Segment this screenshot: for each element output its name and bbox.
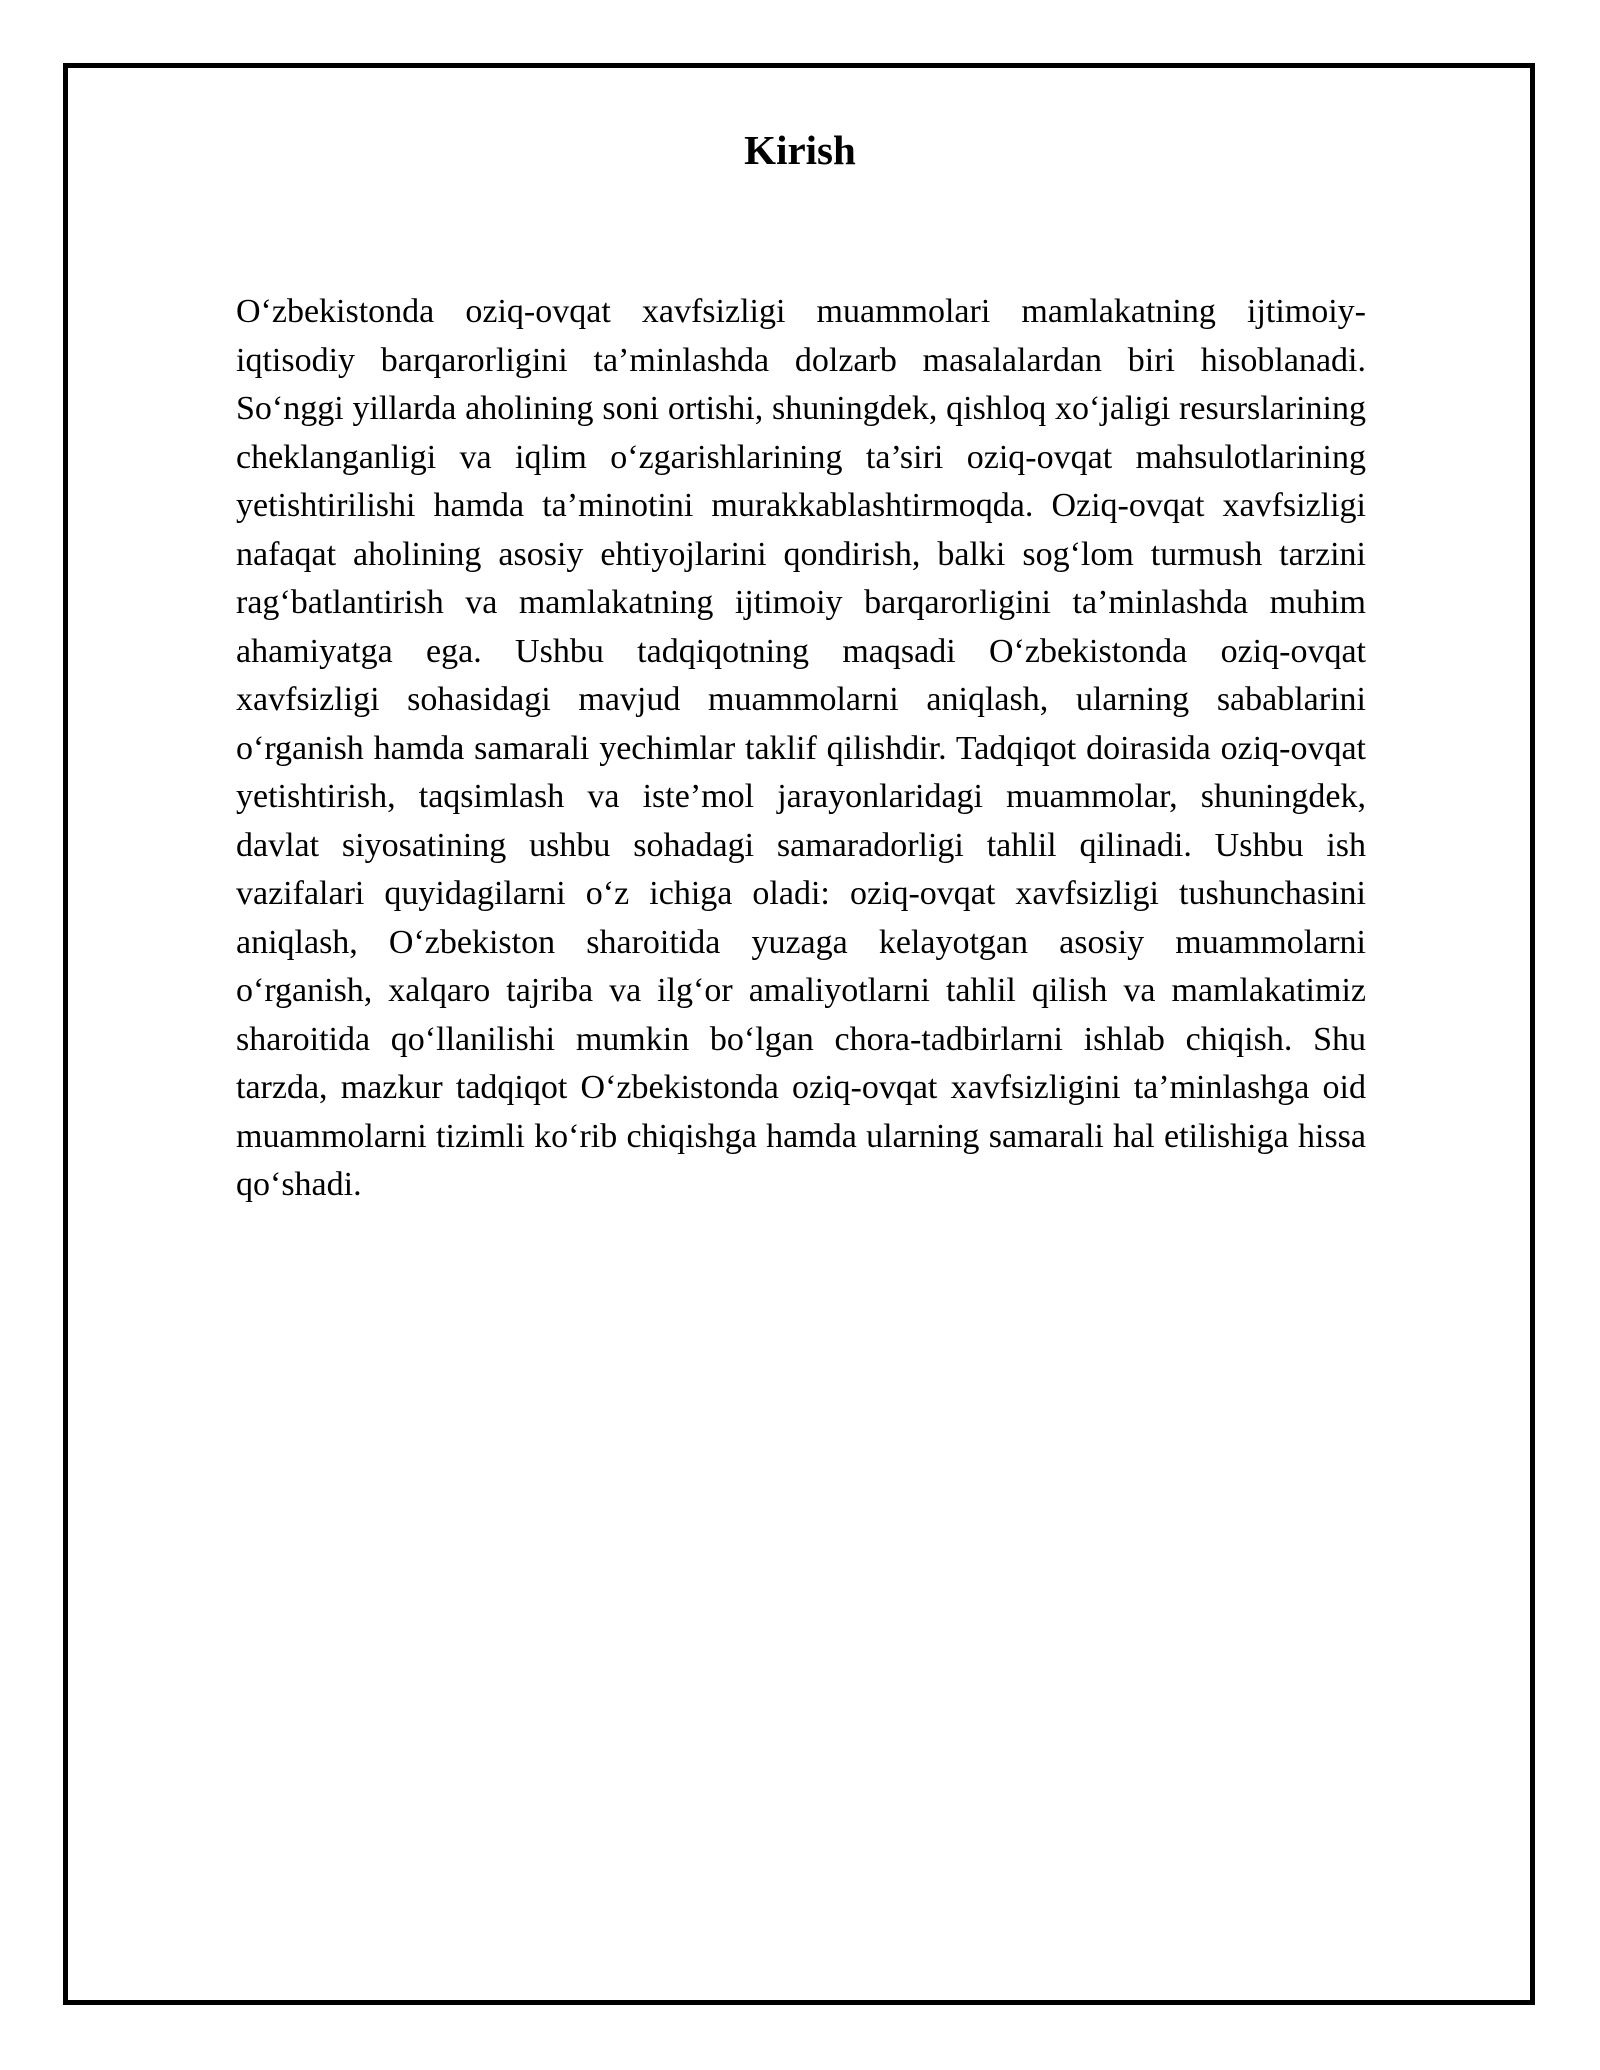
page-title: Kirish (744, 127, 856, 173)
introduction-paragraph: O‘zbekistonda oziq-ovqat xavfsizligi muammolari mamlakatning ijtimoiy-iqtisodiy barqarorligini ta’minlashda dolzarb masalalardan biri hisoblanadi. So‘nggi yillarda aholining soni ortishi, shuningdek, qishloq xo‘jaligi resurslarining cheklanganligi va iqlim o‘zgarishlarining ta’siri oziq-ovqat mahsulotlarining yetishtirilishi hamda ta’minotini murakkablashtirmoqda. Oziq-ovqat xavfsizligi nafaqat aholining asosiy ehtiyojlarini qondirish, balki sog‘lom turmush tarzini rag‘batlantirish va mamlakatning ijtimoiy barqarorligini ta’minlashda muhim ahamiyatga ega. Ushbu tadqiqotning maqsadi O‘zbekistonda oziq-ovqat xavfsizligi sohasidagi mavjud muammolarni aniqlash, ularning sabablarini o‘rganish hamda samarali yechimlar taklif qilishdir. Tadqiqot doirasida oziq-ovqat yetishtirish, taqsimlash va iste’mol jarayonlaridagi muammolar, shuningdek, davlat siyosatining ushbu sohadagi samaradorligi tahlil qilinadi. Ushbu ish vazifalari quyidagilarni o‘z ichiga oladi: oziq-ovqat xavfsizligi tushunchasini aniqlash, O‘zbekiston sharoitida yuzaga kelayotgan asosiy muammolarni o‘rganish, xalqaro tajriba va ilg‘or amaliyotlarni tahlil qilish va mamlakatimiz sharoitida qo‘llanilishi mumkin bo‘lgan chora-tadbirlarni ishlab chiqish. Shu tarzda, mazkur tadqiqot O‘zbekistonda oziq-ovqat xavfsizligini ta’minlashga oid muammolarni tizimli ko‘rib chiqishga hamda ularning samarali hal etilishiga hissa qo‘shadi. (236, 293, 1366, 1203)
